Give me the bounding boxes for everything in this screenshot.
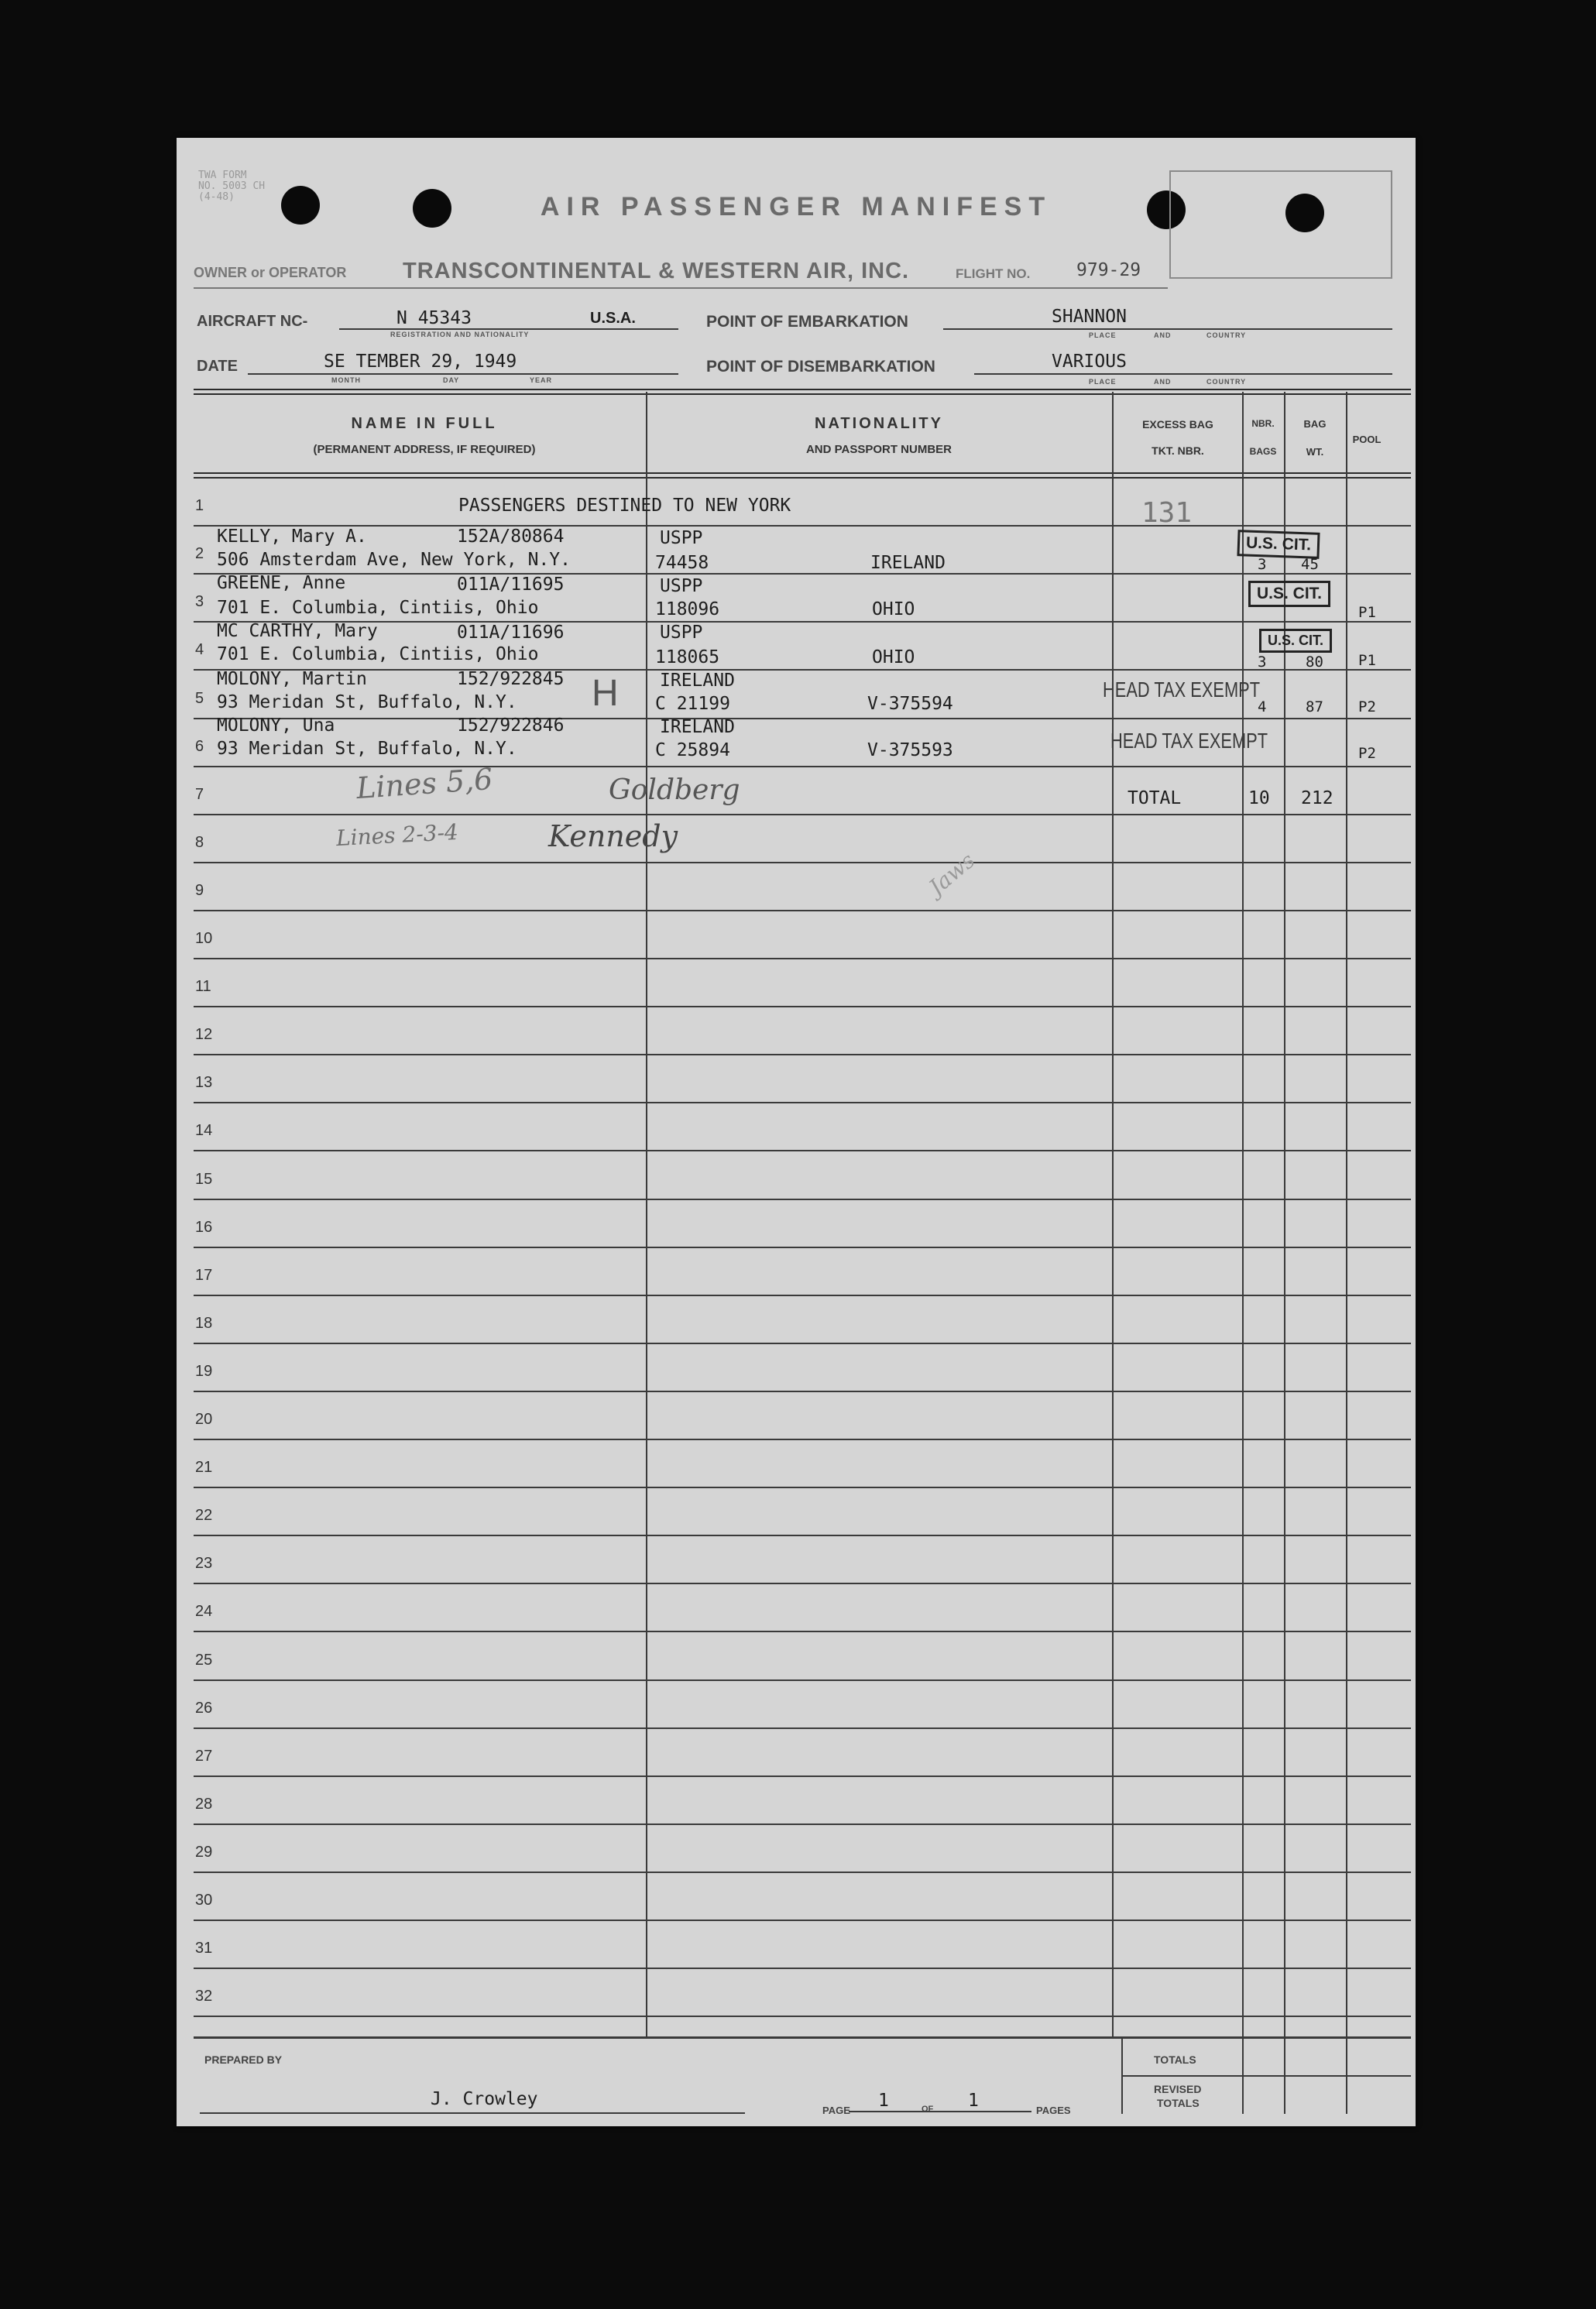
- row-rule: [194, 1872, 1411, 1873]
- disembarkation-underline: [974, 373, 1392, 375]
- row-number: 8: [195, 833, 204, 851]
- date-label: DATE: [197, 358, 238, 375]
- row-rule: [194, 1679, 1411, 1681]
- row-rule: [194, 1727, 1411, 1729]
- passenger-passport: 74458: [655, 553, 709, 573]
- passenger-nationality: USPP: [660, 623, 703, 643]
- totals-label: TOTALS: [1154, 2053, 1196, 2066]
- date-value: SE TEMBER 29, 1949: [324, 352, 517, 372]
- col-bagwt-header-2: WT.: [1306, 446, 1324, 458]
- row-number: 1: [195, 497, 204, 515]
- handwritten-signature-2: Kennedy: [548, 819, 678, 853]
- row-number: 28: [195, 1795, 213, 1813]
- row-number: 24: [195, 1603, 213, 1621]
- row-number: 9: [195, 881, 204, 899]
- row-number: 32: [195, 1988, 213, 2005]
- row-rule: [194, 2016, 1411, 2017]
- handwritten-lines-note: Lines 5,6: [355, 761, 494, 806]
- row-rule: [194, 1439, 1411, 1440]
- row-rule: [194, 669, 1411, 671]
- row-rule: [194, 1824, 1411, 1825]
- row-number: 30: [195, 1892, 213, 1909]
- operator-name: TRANSCONTINENTAL & WESTERN AIR, INC.: [403, 259, 910, 283]
- place-sub-3b: COUNTRY: [1206, 378, 1247, 386]
- passenger-ticket: 011A/11695: [457, 575, 565, 595]
- stamp-box: [1169, 170, 1392, 279]
- totals-divider: [1121, 2075, 1411, 2077]
- manifest-title: AIR PASSENGER MANIFEST: [540, 192, 1052, 221]
- row-rule: [194, 1054, 1411, 1055]
- passenger-name: MOLONY, Una: [217, 715, 335, 736]
- flight-label: FLIGHT NO.: [956, 266, 1031, 281]
- row-number: 25: [195, 1651, 213, 1669]
- place-sub-1b: PLACE: [1089, 378, 1117, 386]
- row-number: 14: [195, 1122, 213, 1140]
- row-number: 16: [195, 1218, 213, 1236]
- total-label: TOTAL: [1127, 788, 1182, 808]
- row-rule: [194, 1487, 1411, 1488]
- col-nationality-header: NATIONALITY: [815, 415, 943, 432]
- passenger-weight: 45: [1301, 556, 1319, 573]
- page-label: PAGE: [822, 2105, 850, 2116]
- row-rule: [194, 1775, 1411, 1777]
- date-sub-year: YEAR: [530, 376, 553, 384]
- row-rule: [194, 1968, 1411, 1969]
- total-bags: 10: [1248, 788, 1270, 808]
- aircraft-nationality: U.S.A.: [590, 310, 636, 327]
- date-underline: [248, 373, 678, 375]
- place-sub-2: AND: [1154, 331, 1172, 339]
- passenger-bags: 3: [1258, 654, 1267, 671]
- row-number: 4: [195, 641, 204, 659]
- passenger-name: KELLY, Mary A.: [217, 527, 367, 547]
- col-divider: [1242, 392, 1244, 2114]
- passenger-weight: 80: [1306, 654, 1323, 671]
- col-excess-header-1: EXCESS BAG: [1142, 418, 1213, 431]
- col-nbr-header-2: BAGS: [1249, 446, 1277, 457]
- row-rule: [194, 910, 1411, 911]
- header-bottom-rule: [194, 472, 1411, 479]
- handwritten-signature: Goldberg: [609, 774, 740, 806]
- row-number: 7: [195, 785, 204, 803]
- flight-number: 979-29: [1076, 260, 1141, 280]
- col-divider: [1346, 392, 1347, 2114]
- row-number: 20: [195, 1411, 213, 1428]
- passenger-weight: 87: [1306, 698, 1323, 715]
- row-number: 15: [195, 1170, 213, 1188]
- row-number: 29: [195, 1843, 213, 1861]
- row-number: 10: [195, 930, 213, 947]
- form-number: TWA FORM NO. 5003 CH (4-48): [198, 170, 266, 203]
- embarkation-value: SHANNON: [1052, 307, 1127, 327]
- row-number: 12: [195, 1026, 213, 1044]
- excess-ticket-number: 131: [1141, 497, 1193, 529]
- us-citizen-stamp: U.S. CIT.: [1259, 629, 1332, 653]
- row-rule: [194, 1102, 1411, 1103]
- passenger-pool: P1: [1358, 652, 1376, 669]
- row-rule: [194, 525, 1411, 527]
- pages-label: PAGES: [1036, 2105, 1071, 2116]
- date-sub-month: MONTH: [331, 376, 361, 384]
- us-citizen-stamp: U.S. CIT.: [1237, 530, 1320, 559]
- passenger-address: 701 E. Columbia, Cintiis, Ohio: [217, 644, 539, 664]
- disembarkation-value: VARIOUS: [1052, 352, 1127, 372]
- passenger-visa: OHIO: [872, 647, 915, 667]
- passenger-visa: V-375593: [867, 740, 953, 760]
- col-name-header: NAME IN FULL: [351, 415, 498, 432]
- row-number: 5: [195, 689, 204, 707]
- section-heading: PASSENGERS DESTINED TO NEW YORK: [458, 496, 791, 516]
- row-rule: [194, 958, 1411, 959]
- passenger-pool: P2: [1358, 698, 1376, 715]
- embarkation-underline: [943, 328, 1392, 330]
- col-name-subheader: (PERMANENT ADDRESS, IF REQUIRED): [313, 443, 536, 456]
- passenger-nationality: IRELAND: [660, 671, 735, 691]
- col-nbr-header-1: NBR.: [1251, 418, 1275, 429]
- passenger-name: MC CARTHY, Mary: [217, 621, 378, 641]
- passenger-pool: P1: [1358, 604, 1376, 621]
- passenger-nationality: USPP: [660, 576, 703, 596]
- row-rule: [194, 1631, 1411, 1632]
- place-sub-1: PLACE: [1089, 331, 1117, 339]
- row-number: 13: [195, 1074, 213, 1092]
- col-bagwt-header-1: BAG: [1303, 418, 1327, 430]
- prepared-underline: [200, 2112, 745, 2114]
- row-rule: [194, 862, 1411, 863]
- row-number: 18: [195, 1314, 213, 1332]
- aircraft-underline: [339, 328, 678, 330]
- passenger-name: GREENE, Anne: [217, 573, 346, 593]
- row-number: 19: [195, 1362, 213, 1380]
- row-rule: [194, 1920, 1411, 1921]
- row-rule: [194, 814, 1411, 815]
- row-number: 3: [195, 593, 204, 611]
- row-rule: [194, 1343, 1411, 1344]
- row-number: 27: [195, 1747, 213, 1765]
- place-sub-2b: AND: [1154, 378, 1172, 386]
- row-number: 17: [195, 1266, 213, 1284]
- head-tax-exempt-note: HEAD TAX EXEMPT: [1103, 678, 1261, 702]
- revised-label: REVISED: [1154, 2083, 1202, 2095]
- passenger-passport: 118096: [655, 599, 720, 619]
- row-rule: [194, 1006, 1411, 1007]
- passenger-passport: 118065: [655, 647, 720, 667]
- prepared-by-label: PREPARED BY: [204, 2053, 283, 2066]
- row-rule: [194, 766, 1411, 767]
- passenger-address: 93 Meridan St, Buffalo, N.Y.: [217, 739, 517, 759]
- row-rule: [194, 1583, 1411, 1584]
- date-sub-day: DAY: [443, 376, 460, 384]
- manifest-sheet: [177, 138, 1416, 2126]
- passenger-address: 93 Meridan St, Buffalo, N.Y.: [217, 692, 517, 712]
- table-top-rule: [194, 389, 1411, 395]
- passenger-address: 506 Amsterdam Ave, New York, N.Y.: [217, 550, 571, 570]
- row-rule: [194, 718, 1411, 719]
- row-rule: [194, 1150, 1411, 1151]
- row-rule: [194, 1391, 1411, 1392]
- disembarkation-label: POINT OF DISEMBARKATION: [706, 358, 935, 376]
- place-sub-3: COUNTRY: [1206, 331, 1247, 339]
- row-number: 26: [195, 1699, 213, 1717]
- handwritten-signature-3: Jaws: [924, 847, 980, 901]
- row-rule: [194, 1247, 1411, 1248]
- col-pool-header: POOL: [1352, 434, 1381, 445]
- aircraft-sublabel: REGISTRATION AND NATIONALITY: [390, 331, 530, 338]
- passenger-passport: C 25894: [655, 740, 730, 760]
- passenger-address: 701 E. Columbia, Cintiis, Ohio: [217, 598, 539, 618]
- page-number: 1: [878, 2091, 889, 2111]
- col-nationality-subheader: AND PASSPORT NUMBER: [805, 443, 952, 456]
- passenger-ticket: 152/922845: [457, 669, 565, 689]
- col-divider: [1112, 392, 1114, 2036]
- row-number: 22: [195, 1507, 213, 1525]
- row-rule: [194, 573, 1411, 575]
- us-citizen-stamp: U.S. CIT.: [1248, 581, 1330, 607]
- passenger-ticket: 011A/11696: [457, 623, 565, 643]
- owner-label: OWNER or OPERATOR: [194, 265, 347, 280]
- row-number: 23: [195, 1555, 213, 1573]
- of-label: OF: [922, 2105, 934, 2114]
- head-tax-exempt-note: HEAD TAX EXEMPT: [1110, 729, 1268, 753]
- page-underline: [849, 2111, 1031, 2112]
- row-number: 6: [195, 737, 204, 755]
- handwritten-lines-note-2: Lines 2-3-4: [335, 818, 459, 852]
- footer-top-rule: [194, 2036, 1411, 2039]
- total-weight: 212: [1301, 788, 1333, 808]
- passenger-nationality: USPP: [660, 528, 703, 548]
- row-rule: [194, 1199, 1411, 1200]
- row-rule: [194, 1535, 1411, 1536]
- embarkation-label: POINT OF EMBARKATION: [706, 313, 908, 331]
- passenger-bags: 3: [1258, 556, 1267, 573]
- row-number: 2: [195, 545, 204, 563]
- passenger-visa: IRELAND: [870, 553, 946, 573]
- owner-underline: [194, 287, 1168, 289]
- prepared-by-name: J. Crowley: [431, 2089, 538, 2109]
- passenger-ticket: 152A/80864: [457, 527, 565, 547]
- passenger-passport: C 21199: [655, 694, 730, 714]
- handwritten-initials: H: [592, 673, 619, 714]
- revised-totals-label: TOTALS: [1157, 2097, 1200, 2109]
- aircraft-registration: N 45343: [396, 308, 472, 328]
- passenger-visa: V-375594: [867, 694, 953, 714]
- row-number: 21: [195, 1459, 213, 1477]
- page-total: 1: [968, 2091, 979, 2111]
- passenger-visa: OHIO: [872, 599, 915, 619]
- row-number: 31: [195, 1940, 213, 1957]
- passenger-pool: P2: [1358, 745, 1376, 762]
- row-number: 11: [195, 978, 211, 996]
- row-rule: [194, 1295, 1411, 1296]
- aircraft-label: AIRCRAFT NC-: [197, 313, 308, 330]
- passenger-ticket: 152/922846: [457, 715, 565, 736]
- col-excess-header-2: TKT. NBR.: [1152, 444, 1204, 457]
- col-divider: [646, 392, 647, 2036]
- passenger-name: MOLONY, Martin: [217, 669, 367, 689]
- passenger-bags: 4: [1258, 698, 1267, 715]
- passenger-nationality: IRELAND: [660, 717, 735, 737]
